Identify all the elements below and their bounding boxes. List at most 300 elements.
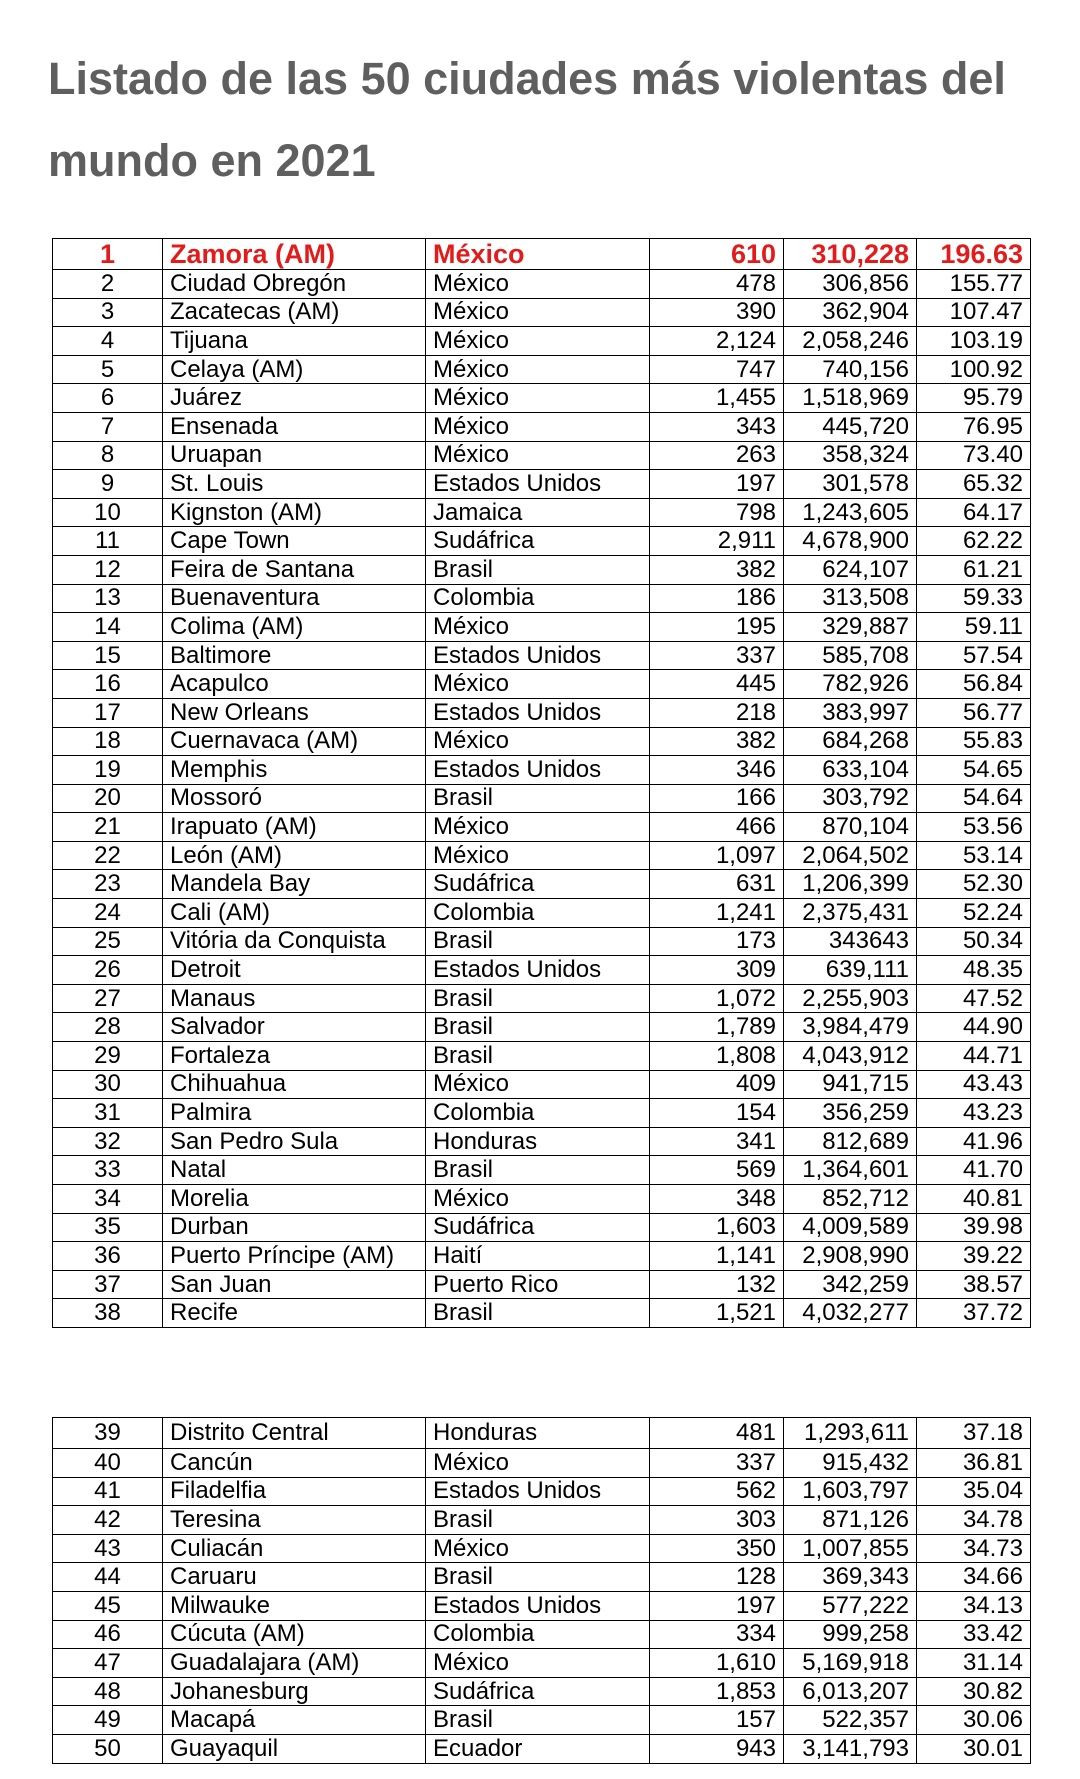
city-cell: Cancún: [163, 1449, 426, 1478]
country-cell: México: [426, 1649, 650, 1678]
population-cell: 522,357: [784, 1706, 917, 1735]
table-row: [53, 555, 1031, 584]
rate-cell: 43.43: [917, 1070, 1031, 1099]
country-cell: Sudáfrica: [426, 1677, 650, 1706]
country-cell: Honduras: [426, 1418, 650, 1449]
homicides-cell: 348: [650, 1185, 784, 1214]
country-cell: Colombia: [426, 1620, 650, 1649]
rank-cell: 10: [53, 498, 163, 527]
country-cell: México: [426, 1070, 650, 1099]
table-row: [53, 270, 1031, 299]
rate-cell: 43.23: [917, 1099, 1031, 1128]
table-row: [53, 1734, 1031, 1763]
rate-cell: 53.56: [917, 813, 1031, 842]
homicides-cell: 166: [650, 784, 784, 813]
rate-cell: 76.95: [917, 412, 1031, 441]
rate-cell: 62.22: [917, 527, 1031, 556]
homicides-cell: 481: [650, 1418, 784, 1449]
population-cell: 999,258: [784, 1620, 917, 1649]
rank-cell: 16: [53, 670, 163, 699]
rank-cell: 18: [53, 727, 163, 756]
city-cell: Salvador: [163, 1013, 426, 1042]
homicides-cell: 1,521: [650, 1299, 784, 1328]
rate-cell: 44.90: [917, 1013, 1031, 1042]
population-cell: 342,259: [784, 1270, 917, 1299]
rate-cell: 34.73: [917, 1534, 1031, 1563]
population-cell: 740,156: [784, 355, 917, 384]
cities-table-body: [53, 1418, 1031, 1764]
rate-cell: 39.98: [917, 1213, 1031, 1242]
city-cell: Cúcuta (AM): [163, 1620, 426, 1649]
population-cell: 1,206,399: [784, 870, 917, 899]
cities-table-body: [53, 239, 1031, 1328]
table-row: [53, 1534, 1031, 1563]
homicides-cell: 350: [650, 1534, 784, 1563]
population-cell: 585,708: [784, 641, 917, 670]
population-cell: 1,243,605: [784, 498, 917, 527]
country-cell: México: [426, 670, 650, 699]
table-row: [53, 927, 1031, 956]
homicides-cell: 798: [650, 498, 784, 527]
population-cell: 852,712: [784, 1185, 917, 1214]
city-cell: Teresina: [163, 1506, 426, 1535]
rank-cell: 20: [53, 784, 163, 813]
population-cell: 343643: [784, 927, 917, 956]
rank-cell: 7: [53, 412, 163, 441]
homicides-cell: 173: [650, 927, 784, 956]
city-cell: Buenaventura: [163, 584, 426, 613]
rate-cell: 53.14: [917, 841, 1031, 870]
rank-cell: 12: [53, 555, 163, 584]
rate-cell: 50.34: [917, 927, 1031, 956]
country-cell: México: [426, 384, 650, 413]
rate-cell: 39.22: [917, 1242, 1031, 1271]
population-cell: 1,293,611: [784, 1418, 917, 1449]
homicides-cell: 2,911: [650, 527, 784, 556]
city-cell: Colima (AM): [163, 613, 426, 642]
table-row: [53, 1649, 1031, 1678]
country-cell: México: [426, 1534, 650, 1563]
population-cell: 639,111: [784, 956, 917, 985]
rank-cell: 29: [53, 1042, 163, 1071]
country-cell: Sudáfrica: [426, 527, 650, 556]
table-row: [53, 698, 1031, 727]
rank-cell: 11: [53, 527, 163, 556]
city-cell: Tijuana: [163, 327, 426, 356]
country-cell: Sudáfrica: [426, 870, 650, 899]
rank-cell: 1: [53, 239, 163, 270]
city-cell: Manaus: [163, 984, 426, 1013]
table-row: [53, 470, 1031, 499]
rate-cell: 47.52: [917, 984, 1031, 1013]
country-cell: México: [426, 813, 650, 842]
country-cell: México: [426, 1449, 650, 1478]
table-row: [53, 327, 1031, 356]
population-cell: 4,009,589: [784, 1213, 917, 1242]
country-cell: Colombia: [426, 899, 650, 928]
homicides-cell: 132: [650, 1270, 784, 1299]
country-cell: Brasil: [426, 984, 650, 1013]
table-row: [53, 641, 1031, 670]
rate-cell: 30.06: [917, 1706, 1031, 1735]
homicides-cell: 478: [650, 270, 784, 299]
rate-cell: 33.42: [917, 1620, 1031, 1649]
country-cell: Brasil: [426, 1013, 650, 1042]
homicides-cell: 157: [650, 1706, 784, 1735]
rank-cell: 8: [53, 441, 163, 470]
rank-cell: 27: [53, 984, 163, 1013]
rate-cell: 61.21: [917, 555, 1031, 584]
homicides-cell: 562: [650, 1477, 784, 1506]
rate-cell: 155.77: [917, 270, 1031, 299]
population-cell: 1,364,601: [784, 1156, 917, 1185]
homicides-cell: 1,141: [650, 1242, 784, 1271]
city-cell: Uruapan: [163, 441, 426, 470]
rank-cell: 40: [53, 1449, 163, 1478]
rank-cell: 17: [53, 698, 163, 727]
rate-cell: 100.92: [917, 355, 1031, 384]
rank-cell: 32: [53, 1127, 163, 1156]
rate-cell: 196.63: [917, 239, 1031, 270]
city-cell: Zamora (AM): [163, 239, 426, 270]
city-cell: Mandela Bay: [163, 870, 426, 899]
population-cell: 633,104: [784, 756, 917, 785]
city-cell: St. Louis: [163, 470, 426, 499]
homicides-cell: 466: [650, 813, 784, 842]
rate-cell: 103.19: [917, 327, 1031, 356]
country-cell: México: [426, 239, 650, 270]
table-row: [53, 1706, 1031, 1735]
table-row: [53, 298, 1031, 327]
rate-cell: 48.35: [917, 956, 1031, 985]
table-row: [53, 1270, 1031, 1299]
population-cell: 313,508: [784, 584, 917, 613]
rank-cell: 31: [53, 1099, 163, 1128]
population-cell: 369,343: [784, 1563, 917, 1592]
city-cell: Celaya (AM): [163, 355, 426, 384]
rank-cell: 14: [53, 613, 163, 642]
population-cell: 358,324: [784, 441, 917, 470]
table-row: [53, 613, 1031, 642]
city-cell: San Pedro Sula: [163, 1127, 426, 1156]
rank-cell: 49: [53, 1706, 163, 1735]
table-row: [53, 527, 1031, 556]
country-cell: Ecuador: [426, 1734, 650, 1763]
table-row: [53, 1477, 1031, 1506]
table-row: [53, 956, 1031, 985]
population-cell: 310,228: [784, 239, 917, 270]
city-cell: Milwauke: [163, 1591, 426, 1620]
rate-cell: 34.78: [917, 1506, 1031, 1535]
rank-cell: 5: [53, 355, 163, 384]
city-cell: Filadelfia: [163, 1477, 426, 1506]
rank-cell: 50: [53, 1734, 163, 1763]
city-cell: Cali (AM): [163, 899, 426, 928]
population-cell: 445,720: [784, 412, 917, 441]
rank-cell: 13: [53, 584, 163, 613]
population-cell: 1,603,797: [784, 1477, 917, 1506]
table-row: [53, 1677, 1031, 1706]
city-cell: León (AM): [163, 841, 426, 870]
homicides-cell: 186: [650, 584, 784, 613]
rate-cell: 41.96: [917, 1127, 1031, 1156]
table-row: [53, 1127, 1031, 1156]
table-row: [53, 1156, 1031, 1185]
rate-cell: 38.57: [917, 1270, 1031, 1299]
rank-cell: 45: [53, 1591, 163, 1620]
homicides-cell: 390: [650, 298, 784, 327]
rank-cell: 21: [53, 813, 163, 842]
country-cell: Brasil: [426, 1706, 650, 1735]
table-row: [53, 1591, 1031, 1620]
rate-cell: 30.01: [917, 1734, 1031, 1763]
population-cell: 2,255,903: [784, 984, 917, 1013]
country-cell: Brasil: [426, 927, 650, 956]
rate-cell: 35.04: [917, 1477, 1031, 1506]
country-cell: Honduras: [426, 1127, 650, 1156]
homicides-cell: 631: [650, 870, 784, 899]
city-cell: Mossoró: [163, 784, 426, 813]
country-cell: México: [426, 327, 650, 356]
population-cell: 6,013,207: [784, 1677, 917, 1706]
population-cell: 684,268: [784, 727, 917, 756]
table-row: [53, 1506, 1031, 1535]
table-row: [53, 412, 1031, 441]
rate-cell: 59.33: [917, 584, 1031, 613]
population-cell: 329,887: [784, 613, 917, 642]
rank-cell: 39: [53, 1418, 163, 1449]
rank-cell: 30: [53, 1070, 163, 1099]
table-row: [53, 584, 1031, 613]
rank-cell: 2: [53, 270, 163, 299]
city-cell: Irapuato (AM): [163, 813, 426, 842]
homicides-cell: 409: [650, 1070, 784, 1099]
rank-cell: 42: [53, 1506, 163, 1535]
table-row: [53, 1042, 1031, 1071]
table-row: [53, 1013, 1031, 1042]
city-cell: Caruaru: [163, 1563, 426, 1592]
table-row: [53, 756, 1031, 785]
population-cell: 306,856: [784, 270, 917, 299]
country-cell: Haití: [426, 1242, 650, 1271]
population-cell: 782,926: [784, 670, 917, 699]
table-row: [53, 239, 1031, 270]
homicides-cell: 1,455: [650, 384, 784, 413]
city-cell: Distrito Central: [163, 1418, 426, 1449]
rank-cell: 24: [53, 899, 163, 928]
country-cell: México: [426, 298, 650, 327]
population-cell: 301,578: [784, 470, 917, 499]
table-row: [53, 670, 1031, 699]
population-cell: 362,904: [784, 298, 917, 327]
city-cell: Kignston (AM): [163, 498, 426, 527]
homicides-cell: 1,097: [650, 841, 784, 870]
table-row: [53, 1620, 1031, 1649]
table-row: [53, 870, 1031, 899]
table-row: [53, 1299, 1031, 1328]
country-cell: Brasil: [426, 1563, 650, 1592]
homicides-cell: 747: [650, 355, 784, 384]
homicides-cell: 343: [650, 412, 784, 441]
rank-cell: 3: [53, 298, 163, 327]
homicides-cell: 195: [650, 613, 784, 642]
city-cell: New Orleans: [163, 698, 426, 727]
city-cell: Vitória da Conquista: [163, 927, 426, 956]
homicides-cell: 128: [650, 1563, 784, 1592]
country-cell: México: [426, 727, 650, 756]
country-cell: Estados Unidos: [426, 956, 650, 985]
rank-cell: 15: [53, 641, 163, 670]
rate-cell: 56.84: [917, 670, 1031, 699]
homicides-cell: 1,610: [650, 1649, 784, 1678]
homicides-cell: 1,603: [650, 1213, 784, 1242]
population-cell: 1,007,855: [784, 1534, 917, 1563]
rate-cell: 73.40: [917, 441, 1031, 470]
country-cell: México: [426, 412, 650, 441]
population-cell: 870,104: [784, 813, 917, 842]
population-cell: 915,432: [784, 1449, 917, 1478]
rate-cell: 54.65: [917, 756, 1031, 785]
rate-cell: 37.72: [917, 1299, 1031, 1328]
city-cell: Juárez: [163, 384, 426, 413]
population-cell: 356,259: [784, 1099, 917, 1128]
homicides-cell: 197: [650, 470, 784, 499]
population-cell: 3,984,479: [784, 1013, 917, 1042]
rank-cell: 26: [53, 956, 163, 985]
city-cell: Durban: [163, 1213, 426, 1242]
country-cell: Brasil: [426, 784, 650, 813]
population-cell: 871,126: [784, 1506, 917, 1535]
country-cell: México: [426, 441, 650, 470]
table-row: [53, 384, 1031, 413]
rank-cell: 41: [53, 1477, 163, 1506]
city-cell: Cape Town: [163, 527, 426, 556]
city-cell: Palmira: [163, 1099, 426, 1128]
rate-cell: 59.11: [917, 613, 1031, 642]
rank-cell: 6: [53, 384, 163, 413]
homicides-cell: 218: [650, 698, 784, 727]
population-cell: 624,107: [784, 555, 917, 584]
table-row: [53, 1242, 1031, 1271]
country-cell: Estados Unidos: [426, 641, 650, 670]
population-cell: 812,689: [784, 1127, 917, 1156]
table-row: [53, 784, 1031, 813]
rank-cell: 38: [53, 1299, 163, 1328]
city-cell: Cuernavaca (AM): [163, 727, 426, 756]
city-cell: Zacatecas (AM): [163, 298, 426, 327]
homicides-cell: 382: [650, 555, 784, 584]
rate-cell: 44.71: [917, 1042, 1031, 1071]
homicides-cell: 303: [650, 1506, 784, 1535]
rate-cell: 34.66: [917, 1563, 1031, 1592]
rate-cell: 52.30: [917, 870, 1031, 899]
rank-cell: 23: [53, 870, 163, 899]
table-row: [53, 984, 1031, 1013]
country-cell: Estados Unidos: [426, 1591, 650, 1620]
city-cell: Feira de Santana: [163, 555, 426, 584]
city-cell: Recife: [163, 1299, 426, 1328]
country-cell: Brasil: [426, 1156, 650, 1185]
cities-table-part-2: [52, 1417, 1031, 1764]
rate-cell: 56.77: [917, 698, 1031, 727]
homicides-cell: 197: [650, 1591, 784, 1620]
city-cell: Natal: [163, 1156, 426, 1185]
homicides-cell: 445: [650, 670, 784, 699]
table-row: [53, 1099, 1031, 1128]
population-cell: 577,222: [784, 1591, 917, 1620]
rank-cell: 44: [53, 1563, 163, 1592]
homicides-cell: 341: [650, 1127, 784, 1156]
population-cell: 2,064,502: [784, 841, 917, 870]
population-cell: 4,032,277: [784, 1299, 917, 1328]
city-cell: Puerto Príncipe (AM): [163, 1242, 426, 1271]
city-cell: Culiacán: [163, 1534, 426, 1563]
country-cell: Brasil: [426, 1299, 650, 1328]
homicides-cell: 1,789: [650, 1013, 784, 1042]
city-cell: Chihuahua: [163, 1070, 426, 1099]
population-cell: 1,518,969: [784, 384, 917, 413]
population-cell: 941,715: [784, 1070, 917, 1099]
country-cell: Puerto Rico: [426, 1270, 650, 1299]
rank-cell: 47: [53, 1649, 163, 1678]
rank-cell: 46: [53, 1620, 163, 1649]
homicides-cell: 154: [650, 1099, 784, 1128]
population-cell: 4,678,900: [784, 527, 917, 556]
homicides-cell: 337: [650, 1449, 784, 1478]
rate-cell: 107.47: [917, 298, 1031, 327]
homicides-cell: 263: [650, 441, 784, 470]
country-cell: México: [426, 613, 650, 642]
city-cell: Memphis: [163, 756, 426, 785]
city-cell: Macapá: [163, 1706, 426, 1735]
homicides-cell: 610: [650, 239, 784, 270]
city-cell: Guayaquil: [163, 1734, 426, 1763]
rate-cell: 55.83: [917, 727, 1031, 756]
homicides-cell: 309: [650, 956, 784, 985]
country-cell: Brasil: [426, 1042, 650, 1071]
table-row: [53, 1449, 1031, 1478]
rank-cell: 37: [53, 1270, 163, 1299]
page-title: Listado de las 50 ciudades más violentas del mundo en 2021: [48, 53, 1006, 186]
table-row: [53, 1185, 1031, 1214]
population-cell: 2,375,431: [784, 899, 917, 928]
rank-cell: 19: [53, 756, 163, 785]
table-row: [53, 1213, 1031, 1242]
rank-cell: 25: [53, 927, 163, 956]
homicides-cell: 337: [650, 641, 784, 670]
table-row: [53, 899, 1031, 928]
population-cell: 4,043,912: [784, 1042, 917, 1071]
homicides-cell: 334: [650, 1620, 784, 1649]
population-cell: 3,141,793: [784, 1734, 917, 1763]
country-cell: Estados Unidos: [426, 470, 650, 499]
country-cell: Colombia: [426, 1099, 650, 1128]
table-row: [53, 498, 1031, 527]
rate-cell: 31.14: [917, 1649, 1031, 1678]
population-cell: 2,908,990: [784, 1242, 917, 1271]
country-cell: México: [426, 841, 650, 870]
rank-cell: 35: [53, 1213, 163, 1242]
rank-cell: 28: [53, 1013, 163, 1042]
table-row: [53, 355, 1031, 384]
table-row: [53, 727, 1031, 756]
city-cell: San Juan: [163, 1270, 426, 1299]
homicides-cell: 569: [650, 1156, 784, 1185]
homicides-cell: 943: [650, 1734, 784, 1763]
city-cell: Baltimore: [163, 641, 426, 670]
rank-cell: 34: [53, 1185, 163, 1214]
country-cell: Brasil: [426, 555, 650, 584]
